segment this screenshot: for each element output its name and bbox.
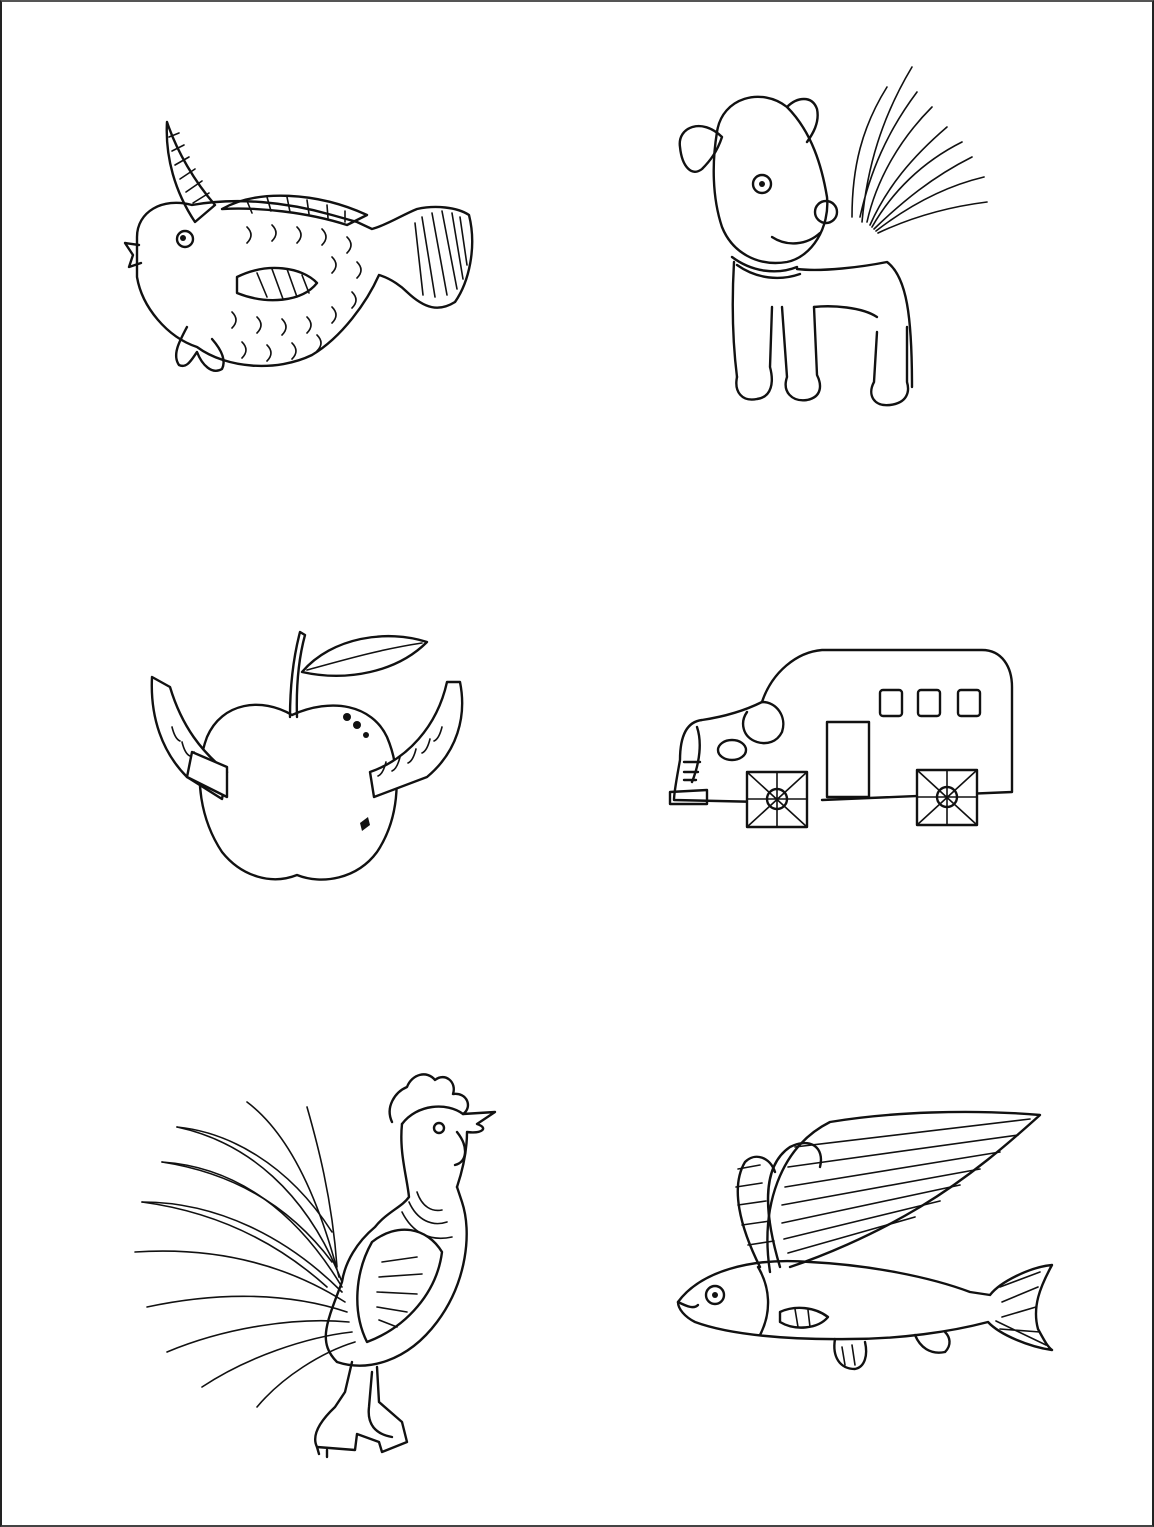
winged-fish-drawing-icon — [670, 1107, 1055, 1392]
fish-bird-horn-drawing-icon — [117, 97, 482, 387]
rooster-in-boots-drawing-icon — [117, 1062, 507, 1457]
bus-car-hybrid-drawing-icon — [662, 642, 1017, 842]
apple-with-wings-drawing-icon — [142, 627, 472, 882]
puppy-with-feather-tail-drawing-icon — [662, 57, 992, 417]
